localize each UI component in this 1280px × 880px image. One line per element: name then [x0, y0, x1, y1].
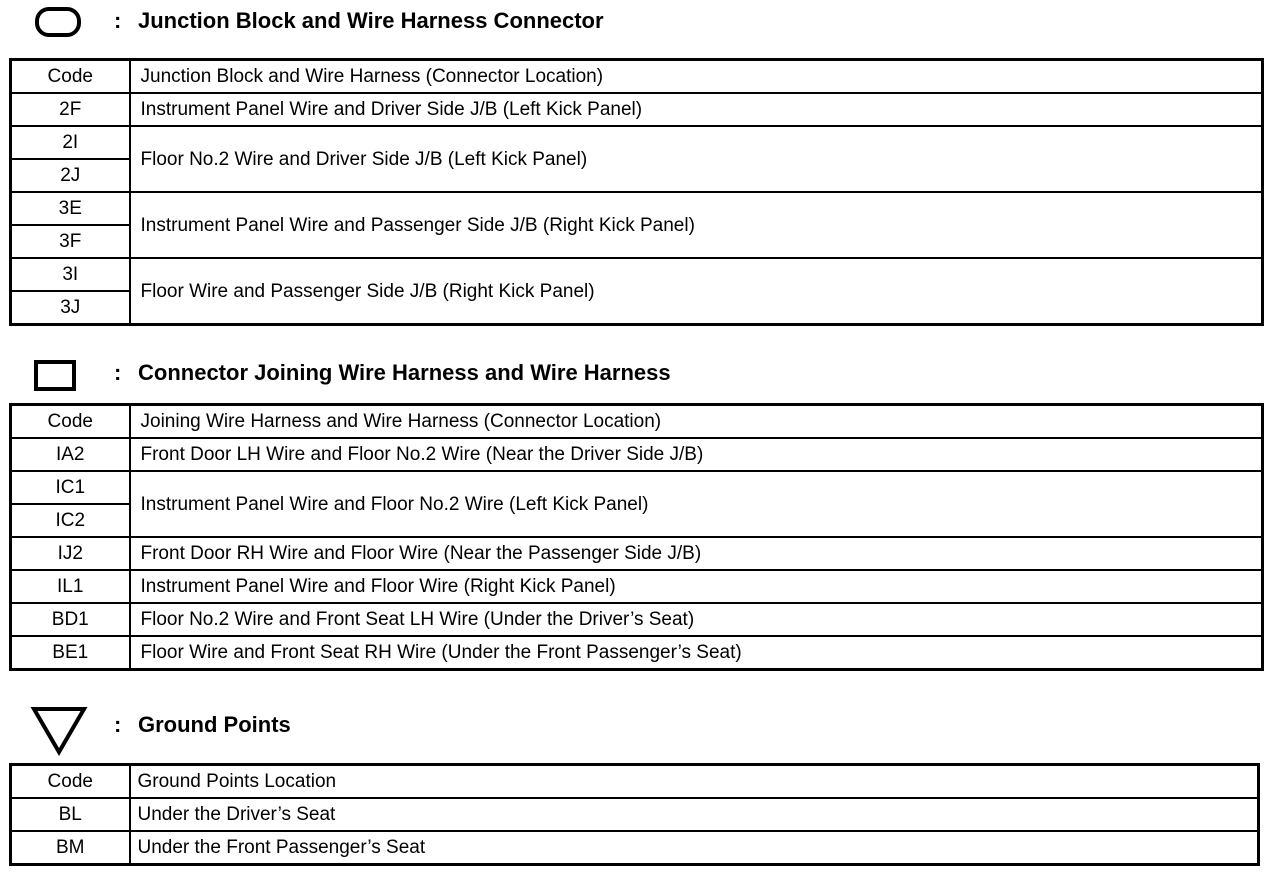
- junction-block-table: [9, 58, 1264, 326]
- section-title: Junction Block and Wire Harness Connector: [138, 8, 604, 33]
- table-header-row: [11, 405, 1263, 439]
- table-header-row: [11, 765, 1259, 799]
- heading-colon: :: [114, 360, 122, 385]
- column-header-location: Junction Block and Wire Harness (Connector Location): [130, 60, 1263, 94]
- table-row: [11, 438, 1263, 471]
- heading-colon: :: [114, 8, 122, 33]
- rectangle-icon: [34, 354, 84, 394]
- column-header-code: Code: [11, 405, 130, 439]
- location-cell: Front Door RH Wire and Floor Wire (Near the Passenger Side J/B): [130, 537, 1263, 570]
- location-cell: Floor Wire and Front Seat RH Wire (Under the Front Passenger’s Seat): [130, 636, 1263, 670]
- ground-points-table: [9, 763, 1260, 866]
- location-cell: Instrument Panel Wire and Passenger Side J/B (Right Kick Panel): [130, 192, 1263, 258]
- code-cell: BE1: [11, 636, 130, 670]
- code-cell: 3J: [11, 291, 130, 325]
- location-cell: Instrument Panel Wire and Floor No.2 Wire (Left Kick Panel): [130, 471, 1263, 537]
- code-cell: IL1: [11, 570, 130, 603]
- location-cell: Floor No.2 Wire and Front Seat LH Wire (Under the Driver’s Seat): [130, 603, 1263, 636]
- code-cell: 3F: [11, 225, 130, 258]
- code-cell: 2J: [11, 159, 130, 192]
- column-header-code: Code: [11, 765, 130, 799]
- table-row: [11, 603, 1263, 636]
- code-cell: BD1: [11, 603, 130, 636]
- location-cell: Instrument Panel Wire and Floor Wire (Right Kick Panel): [130, 570, 1263, 603]
- code-cell: 3I: [11, 258, 130, 291]
- code-cell: 2I: [11, 126, 130, 159]
- heading-colon: :: [114, 712, 122, 737]
- code-cell: BL: [11, 798, 130, 831]
- table-row: [11, 192, 1263, 225]
- column-header-code: Code: [11, 60, 130, 94]
- location-cell: Under the Driver’s Seat: [130, 798, 1259, 831]
- section-title: Ground Points: [138, 712, 291, 737]
- location-cell: Under the Front Passenger’s Seat: [130, 831, 1259, 865]
- table-row: [11, 831, 1259, 865]
- table-row: [11, 570, 1263, 603]
- location-cell: Instrument Panel Wire and Driver Side J/B (Left Kick Panel): [130, 93, 1263, 126]
- code-cell: IC2: [11, 504, 130, 537]
- connector-joining-table: [9, 403, 1264, 671]
- code-cell: BM: [11, 831, 130, 865]
- oval-icon: [34, 2, 84, 42]
- section-heading-connector-joining: [34, 354, 784, 394]
- column-header-location: Ground Points Location: [130, 765, 1259, 799]
- table-row: [11, 471, 1263, 504]
- location-cell: Floor No.2 Wire and Driver Side J/B (Left Kick Panel): [130, 126, 1263, 192]
- location-cell: Front Door LH Wire and Floor No.2 Wire (Near the Driver Side J/B): [130, 438, 1263, 471]
- table-row: [11, 93, 1263, 126]
- table-header-row: [11, 60, 1263, 94]
- table-row: [11, 636, 1263, 670]
- code-cell: 3E: [11, 192, 130, 225]
- section-title: Connector Joining Wire Harness and Wire Harness: [138, 360, 671, 385]
- table-row: [11, 537, 1263, 570]
- location-cell: Floor Wire and Passenger Side J/B (Right Kick Panel): [130, 258, 1263, 325]
- code-cell: 2F: [11, 93, 130, 126]
- table-row: [11, 798, 1259, 831]
- column-header-location: Joining Wire Harness and Wire Harness (Connector Location): [130, 405, 1263, 439]
- triangle-down-icon: [30, 706, 90, 756]
- code-cell: IC1: [11, 471, 130, 504]
- section-heading-ground-points: [30, 706, 430, 746]
- code-cell: IJ2: [11, 537, 130, 570]
- section-heading-junction-block: [34, 2, 734, 42]
- table-row: [11, 126, 1263, 159]
- table-row: [11, 258, 1263, 291]
- code-cell: IA2: [11, 438, 130, 471]
